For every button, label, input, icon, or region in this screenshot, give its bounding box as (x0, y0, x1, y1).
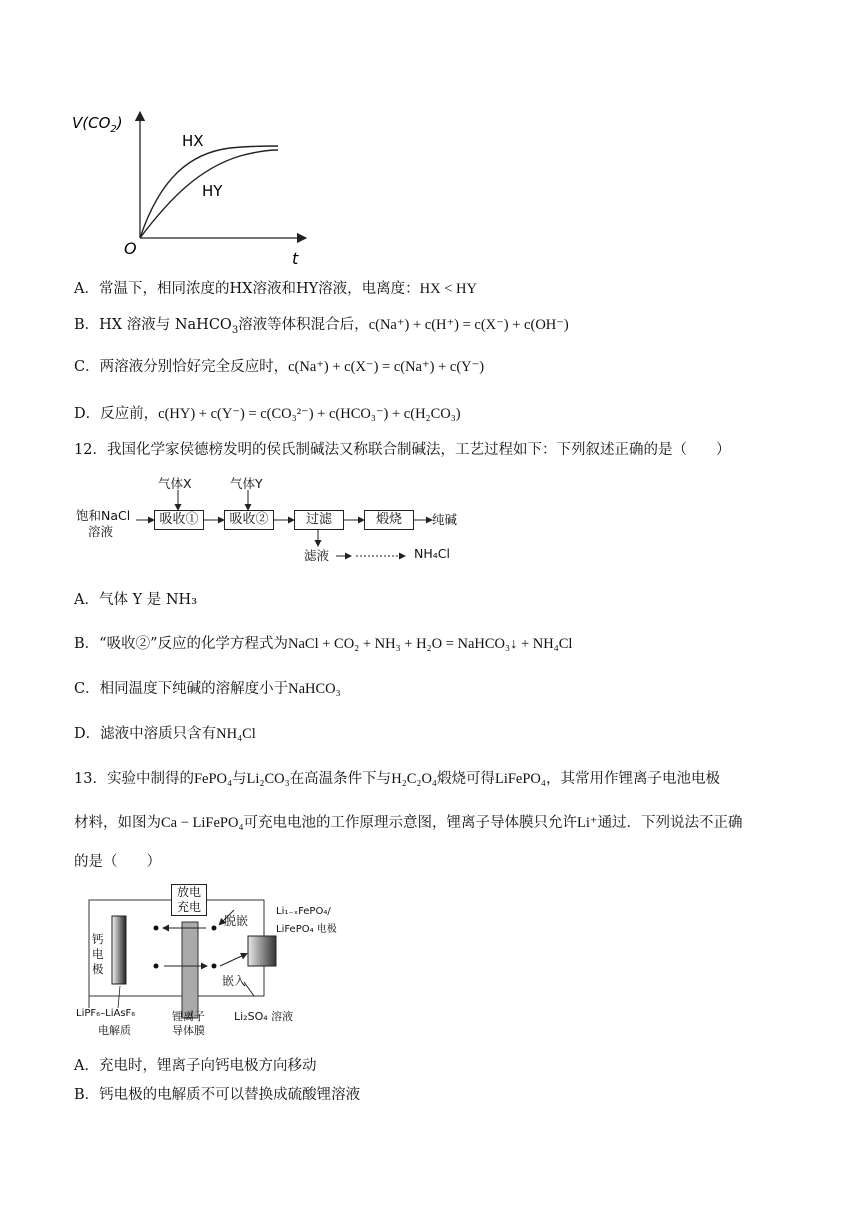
origin-label: O (124, 239, 137, 258)
q13-option-b: B．钙电极的电解质不可以替换成硫酸锂溶液 (74, 1087, 361, 1103)
q13-stem-line-1: 13．实验中制得的FePO₄与Li₂CO₃在高温条件下与H₂C₂O₄煅烧可得LiFePO₄，其常用作锂离子电池电极 (74, 771, 720, 787)
deintercalation-label: 脱嵌 (224, 914, 249, 928)
intercalation-label: 嵌入 (222, 974, 247, 988)
co2-volume-graph (70, 108, 310, 270)
flow-input-2: 溶液 (88, 524, 114, 539)
q12-option-b: B．“吸收②”反应的化学方程式为NaCl + CO₂ + NH₃ + H₂O = NaHCO₃↓ + NH₄Cl (74, 636, 573, 652)
q13-option-a: A．充电时，锂离子向钙电极方向移动 (74, 1058, 317, 1074)
q12-option-c: C．相同温度下纯碱的溶解度小于NaHCO₃ (74, 681, 341, 697)
solution-label: Li₂SO₄ 溶液 (234, 1010, 294, 1023)
ca-electrode-label: 钙 电 极 (92, 932, 104, 976)
discharge-charge-box (171, 884, 207, 916)
membrane-label-1: 锂离子 (172, 1010, 205, 1023)
flow-gas-x: 气体X (158, 476, 192, 491)
cathode-label-1: Li₁₋ₓFePO₄/ (276, 906, 331, 917)
flow-gas-y: 气体Y (230, 476, 263, 491)
q13-stem-line-3: 的是（ ） (74, 854, 161, 870)
electrolyte-label-1: LiPF₆–LiAsF₆ (76, 1008, 136, 1019)
y-axis-label: $V(CO_2)$ (72, 114, 123, 135)
q12-option-a: A．气体 Y 是 NH₃ (74, 592, 198, 608)
flow-product: 纯碱 (432, 512, 458, 527)
charge-label: 充电 (176, 900, 201, 914)
q11-option-a: A．常温下，相同浓度的HX溶液和HY溶液，电离度：HX < HY (74, 281, 477, 297)
q12-option-d: D．滤液中溶质只含有NH₄Cl (74, 726, 256, 742)
cathode-label-2: LiFePO₄ 电极 (276, 924, 337, 935)
membrane-label-2: 导体膜 (172, 1024, 205, 1037)
q11-option-b: B．HX 溶液与 NaHCO$_3$溶液等体积混合后，c(Na⁺) + c(H⁺) = c(X⁻) + c(OH⁻) (74, 317, 569, 336)
flow-arrows (74, 470, 474, 570)
flow-absorb-2: 吸收② (224, 510, 274, 530)
q11-option-c: C．两溶液分别恰好完全反应时，c(Na⁺) + c(X⁻) = c(Na⁺) + c(Y⁻) (74, 359, 485, 375)
q11-option-d: D．反应前，c(HY) + c(Y⁻) = c(CO₃²⁻) + c(HCO₃⁻) + c(H₂CO₃) (74, 406, 461, 422)
flow-filtrate: 滤液 (304, 548, 330, 563)
q12-stem: 12．我国化学家侯德榜发明的侯氏制碱法又称联合制碱法，工艺过程如下：下列叙述正确的是（ ） (74, 442, 731, 458)
discharge-label: 放电 (176, 885, 201, 899)
electrolyte-label-2: 电解质 (98, 1024, 131, 1037)
curve-hx-label: HX (182, 132, 204, 150)
flow-filter: 过滤 (294, 510, 344, 530)
battery-diagram (76, 880, 338, 1040)
flow-calcine: 煅烧 (364, 510, 414, 530)
flow-input: 饱和NaCl (76, 508, 131, 523)
curve-hy-label: HY (202, 182, 223, 200)
flow-absorb-1: 吸收① (154, 510, 204, 530)
q13-stem-line-2: 材料，如图为Ca − LiFePO₄可充电电池的工作原理示意图，锂离子导体膜只允许Li⁺通过．下列说法不正确 (74, 815, 743, 831)
q12-flowchart (74, 470, 474, 570)
flow-nh4cl: NH₄Cl (414, 546, 450, 561)
x-axis-label: t (292, 249, 299, 268)
